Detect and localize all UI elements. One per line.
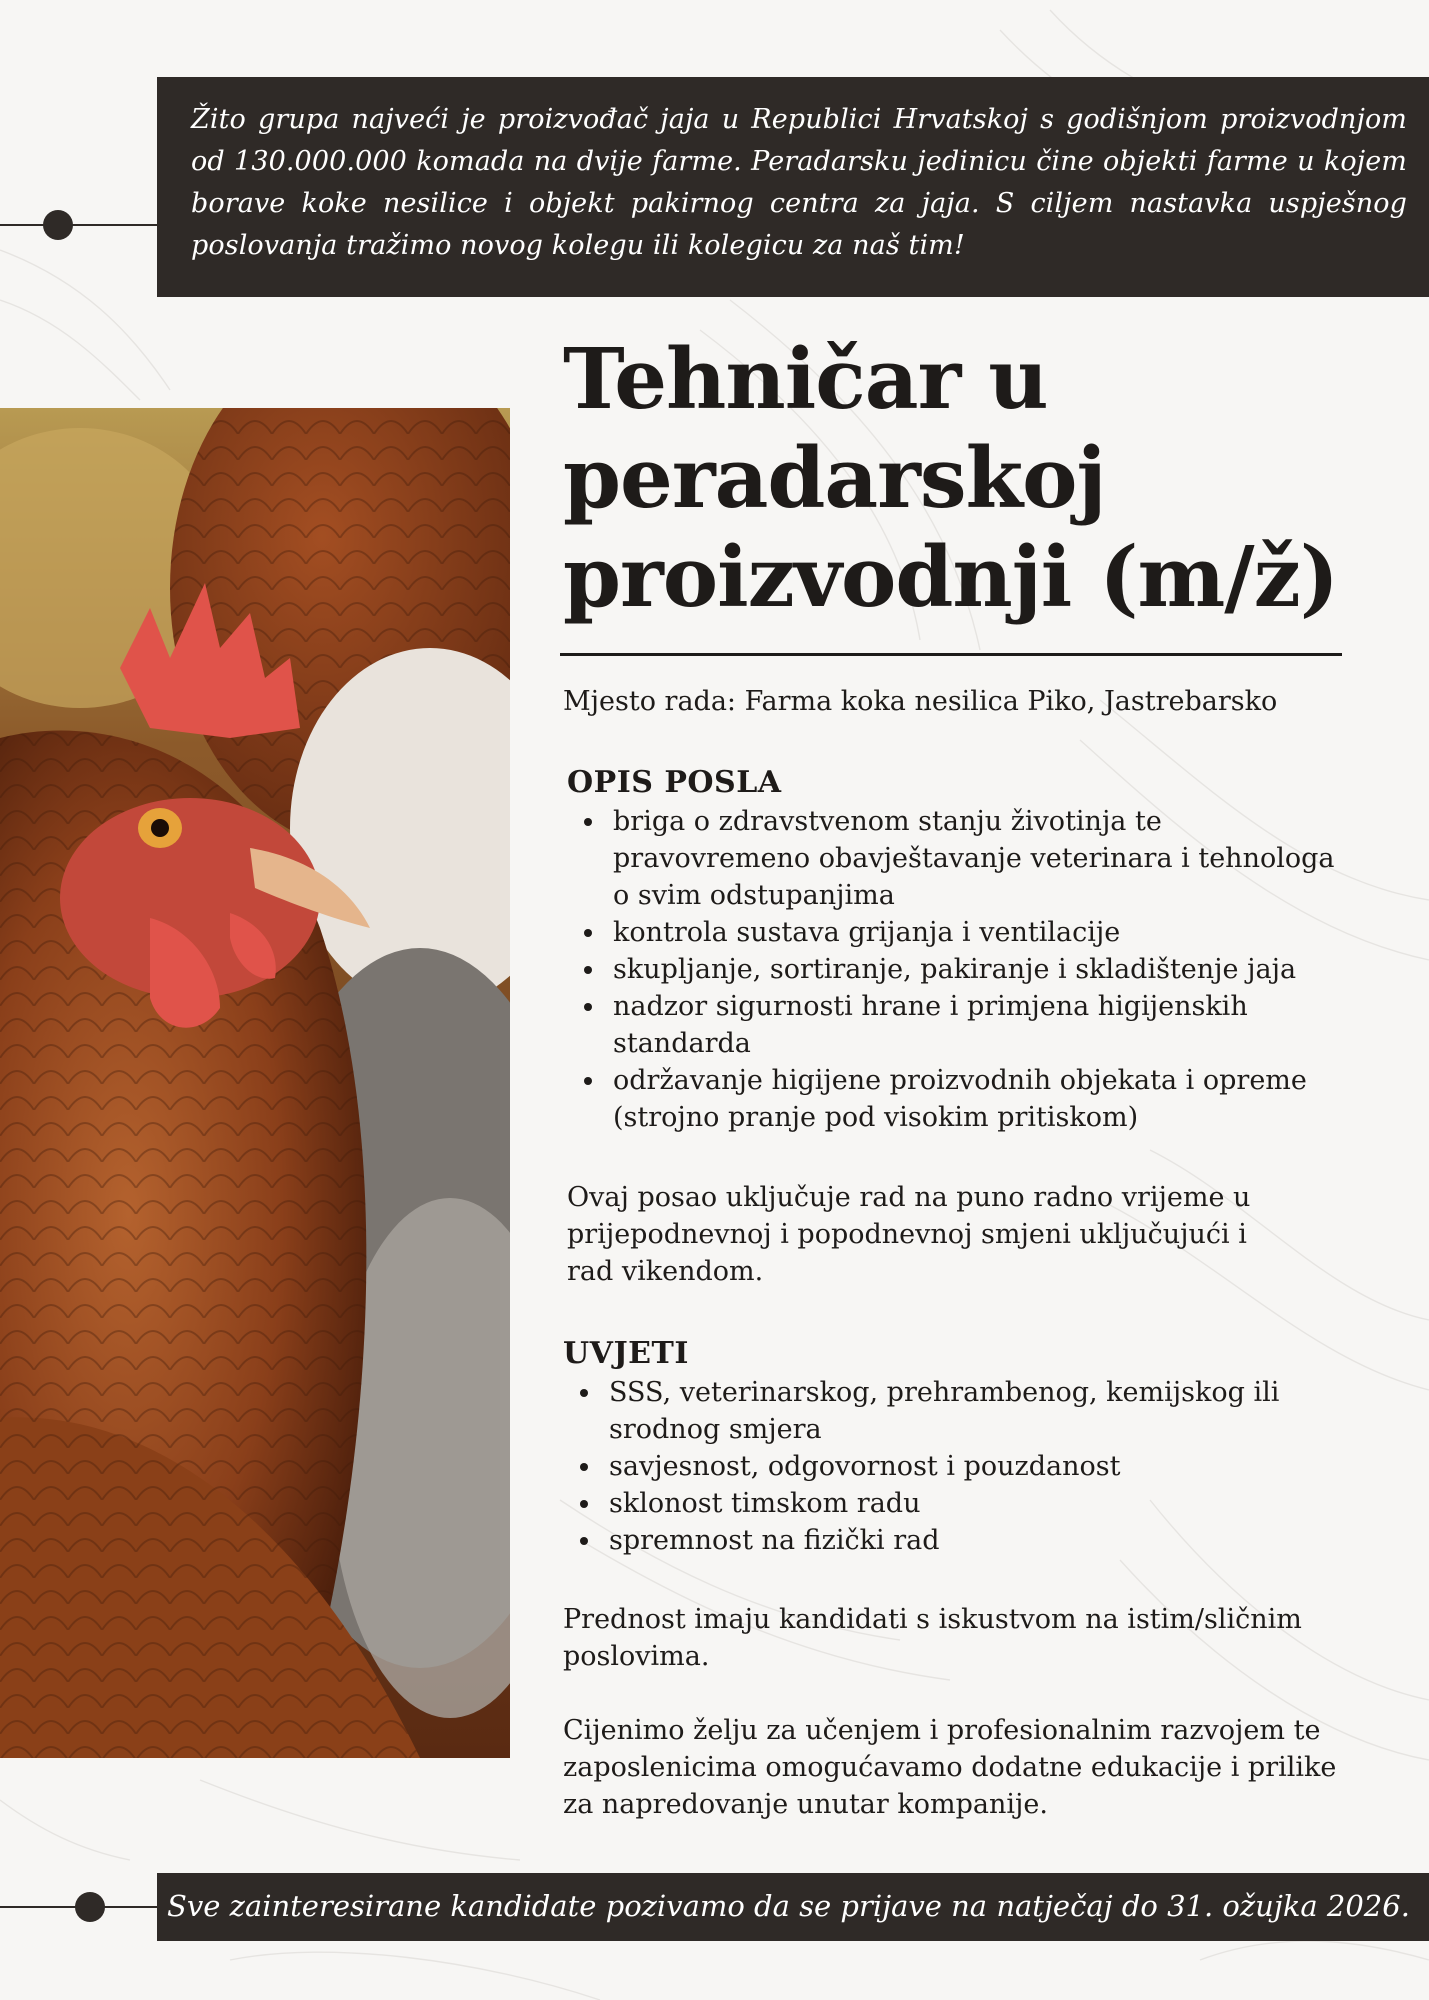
list-item: kontrola sustava grijanja i ventilacije (567, 914, 1347, 951)
requirements-heading: UVJETI (563, 1336, 689, 1371)
advantage-block (563, 1601, 1323, 1675)
description-heading: OPIS POSLA (567, 765, 782, 800)
list-item: skupljanje, sortiranje, pakiranje i skladištenje jaja (567, 951, 1347, 988)
list-item: nadzor sigurnosti hrane i primjena higijenskih standarda (567, 988, 1347, 1062)
connector-line-top (0, 224, 160, 226)
list-item: održavanje higijene proizvodnih objekata i opreme (strojno pranje pod visokim pritiskom) (567, 1062, 1347, 1136)
footer-box (157, 1873, 1429, 1941)
requirements-list (563, 1374, 1303, 1559)
benefits-text: Cijenimo želju za učenjem i profesionalnim razvojem te zaposlenicima omogućavamo dodatne edukacije i prilike za napredovanje unutar kompanije. (563, 1715, 1337, 1820)
requirements-section (563, 1334, 1303, 1559)
advantage-text: Prednost imaju kandidati s iskustvom na istim/sličnim poslovima. (563, 1604, 1302, 1672)
description-section (567, 763, 1347, 1136)
location-block (563, 683, 1363, 720)
title-divider (560, 653, 1342, 656)
list-item: briga o zdravstvenom stanju životinja te pravovremeno obavještavanje veterinara i tehnologa o svim odstupanjima (567, 803, 1347, 914)
list-item: sklonost timskom radu (563, 1485, 1303, 1522)
list-item: savjesnost, odgovornost i pouzdanost (563, 1448, 1303, 1485)
connector-dot-bottom (75, 1892, 105, 1922)
work-note-block (567, 1179, 1287, 1290)
intro-box (157, 77, 1429, 297)
intro-text: Žito grupa najveći je proizvođač jaja u Republici Hrvatskoj s godišnjom proizvodnjom od 130.000.000 komada na dvije farme. Peradarsku jedinicu čine objekti farme u kojem borave koke nesilice i objekt pakirnog centra za jaja. S ciljem nastavka uspješnog poslovanja tražimo novog kolegu ili kolegicu za naš tim! (191, 104, 1407, 261)
list-item: SSS, veterinarskog, prehrambenog, kemijskog ili srodnog smjera (563, 1374, 1303, 1448)
connector-dot-top (43, 210, 73, 240)
job-location: Mjesto rada: Farma koka nesilica Piko, Jastrebarsko (563, 686, 1278, 717)
job-title: Tehničar u peradarskoj proizvodnji (m/ž) (563, 330, 1339, 626)
list-item: spremnost na fizički rad (563, 1522, 1303, 1559)
hen-photo (0, 408, 510, 1758)
footer-text: Sve zainteresirane kandidate pozivamo da se prijave na natječaj do 31. ožujka 2026. (167, 1889, 1410, 1923)
work-note: Ovaj posao uključuje rad na puno radno vrijeme u prijepodnevnoj i popodnevnoj smjeni uključujući i rad vikendom. (567, 1182, 1251, 1287)
benefits-block (563, 1712, 1353, 1823)
description-list (567, 803, 1347, 1136)
